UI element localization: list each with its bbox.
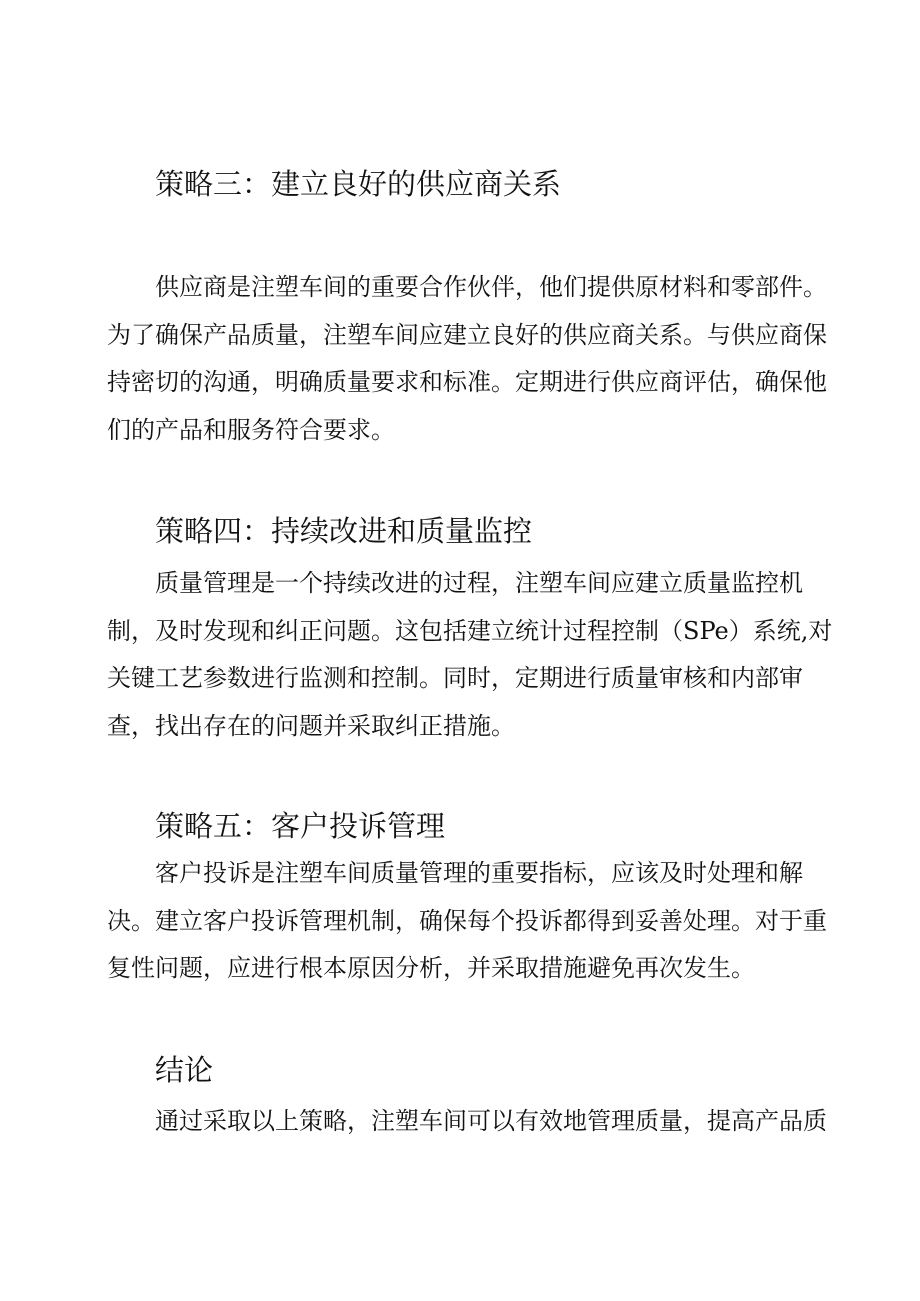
paragraph-line: 客户投诉是注塑车间质量管理的重要指标，应该及时处理和解 xyxy=(155,859,803,887)
paragraph-line: 们的产品和服务符合要求。 xyxy=(107,415,395,444)
paragraph-line: 复性问题，应进行根本原因分析，并采取措施避免再次发生。 xyxy=(107,954,755,982)
paragraph-line: 决。建立客户投诉管理机制，确保每个投诉都得到妥善处理。对于重 xyxy=(107,906,827,935)
section-paragraph-strategy-5 xyxy=(107,850,827,993)
paragraph-line: 供应商是注塑车间的重要合作伙伴，他们提供原材料和零部件。 xyxy=(155,273,827,301)
section-heading-strategy-4: 策略四：持续改进和质量监控 xyxy=(155,514,533,548)
paragraph-line: 制，及时发现和纠正问题。这包括建立统计过程控制（SPe）系统,对 xyxy=(107,616,833,645)
section-paragraph-strategy-3 xyxy=(107,264,827,454)
paragraph-line: 为了确保产品质量，注塑车间应建立良好的供应商关系。与供应商保 xyxy=(107,320,827,349)
section-paragraph-conclusion xyxy=(107,1098,827,1146)
paragraph-line: 持密切的沟通，明确质量要求和标准。定期进行供应商评估，确保他 xyxy=(107,368,827,396)
paragraph-line: 查，找出存在的问题并采取纠正措施。 xyxy=(107,711,515,740)
paragraph-line: 关键工艺参数进行监测和控制。同时，定期进行质量审核和内部审 xyxy=(107,664,803,692)
section-heading-conclusion: 结论 xyxy=(155,1053,214,1087)
paragraph-line: 质量管理是一个持续改进的过程，注塑车间应建立质量监控机 xyxy=(155,569,803,597)
section-heading-strategy-3: 策略三：建立良好的供应商关系 xyxy=(155,167,562,201)
section-heading-strategy-5: 策略五：客户投诉管理 xyxy=(155,809,446,843)
section-paragraph-strategy-4 xyxy=(107,560,833,750)
paragraph-line: 通过采取以上策略，注塑车间可以有效地管理质量，提高产品质 xyxy=(155,1107,827,1135)
